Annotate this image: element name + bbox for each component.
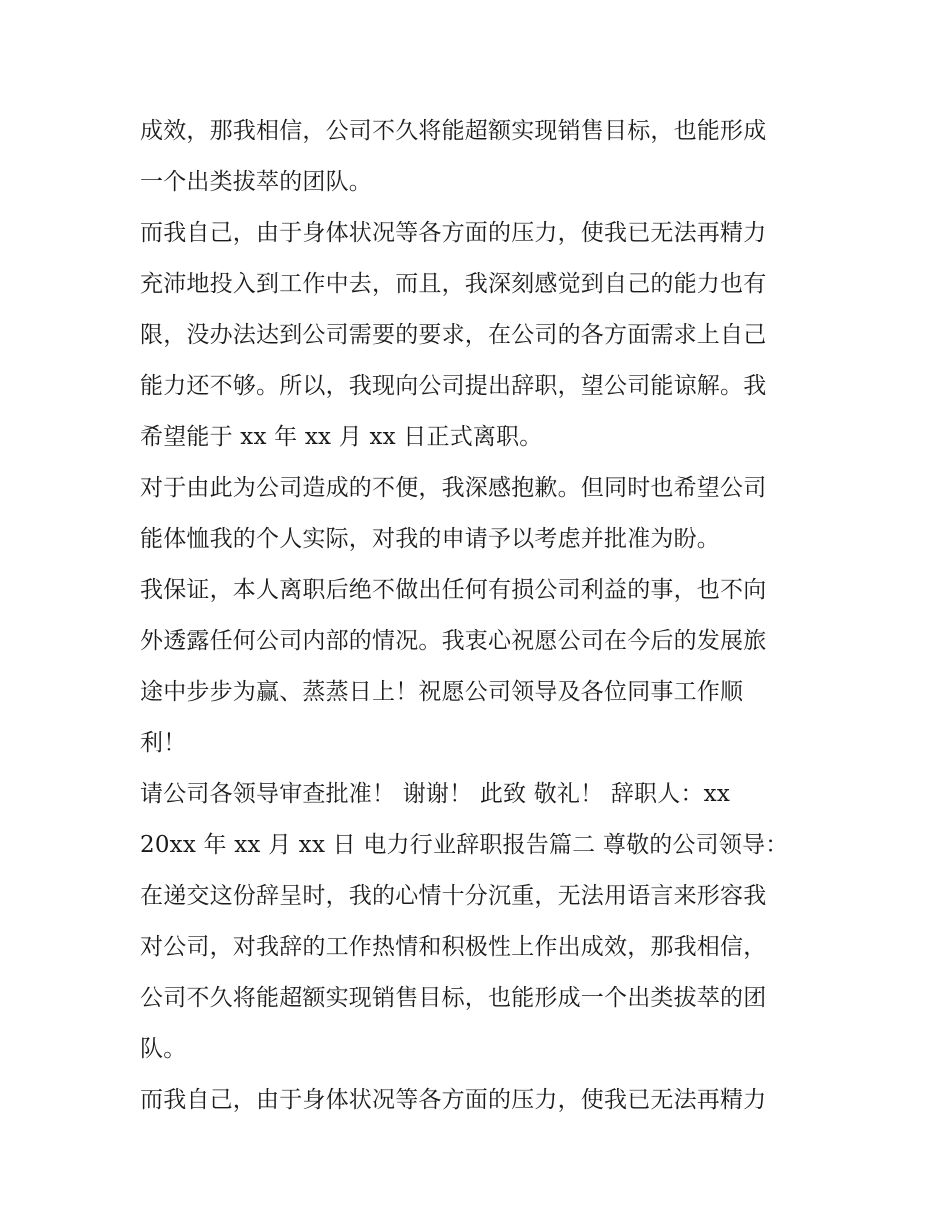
text-line: 利！ [140, 730, 187, 756]
text-line: 我保证，本人离职后绝不做出任何有损公司利益的事，也不向 [140, 577, 767, 603]
text-line: 外透露任何公司内部的情况。我衷心祝愿公司在今后的发展旅 [140, 628, 767, 654]
text-line: 而我自己，由于身体状况等各方面的压力，使我已无法再精力 [140, 1087, 767, 1113]
text-line: 队。 [140, 1036, 187, 1062]
text-line: 限，没办法达到公司需要的要求，在公司的各方面需求上自己 [140, 322, 767, 348]
text-line: 而我自己，由于身体状况等各方面的压力，使我已无法再精力 [140, 220, 767, 246]
text-line: 能力还不够。所以，我现向公司提出辞职，望公司能谅解。我 [140, 373, 767, 399]
text-line: 能体恤我的个人实际，对我的申请予以考虑并批准为盼。 [140, 526, 720, 552]
document-body [140, 106, 820, 1126]
text-line: 请公司各领导审查批准！ 谢谢！ 此致 敬礼！ 辞职人：xx [140, 781, 730, 807]
text-line: 对公司，对我辞的工作热情和积极性上作出成效，那我相信， [140, 934, 767, 960]
text-line: 在递交这份辞呈时，我的心情十分沉重，无法用语言来形容我 [140, 883, 767, 909]
text-line: 充沛地投入到工作中去，而且，我深刻感觉到自己的能力也有 [140, 271, 767, 297]
text-line: 一个出类拔萃的团队。 [140, 169, 372, 195]
text-line: 20xx 年 xx 月 xx 日 电力行业辞职报告篇二 尊敬的公司领导： [140, 832, 789, 858]
text-line: 途中步步为赢、蒸蒸日上！祝愿公司领导及各位同事工作顺 [140, 679, 744, 705]
text-line: 公司不久将能超额实现销售目标，也能形成一个出类拔萃的团 [140, 985, 767, 1011]
text-line: 对于由此为公司造成的不便，我深感抱歉。但同时也希望公司 [140, 475, 767, 501]
text-line: 成效，那我相信，公司不久将能超额实现销售目标，也能形成 [140, 118, 767, 144]
text-line: 希望能于 xx 年 xx 月 xx 日正式离职。 [140, 424, 543, 450]
